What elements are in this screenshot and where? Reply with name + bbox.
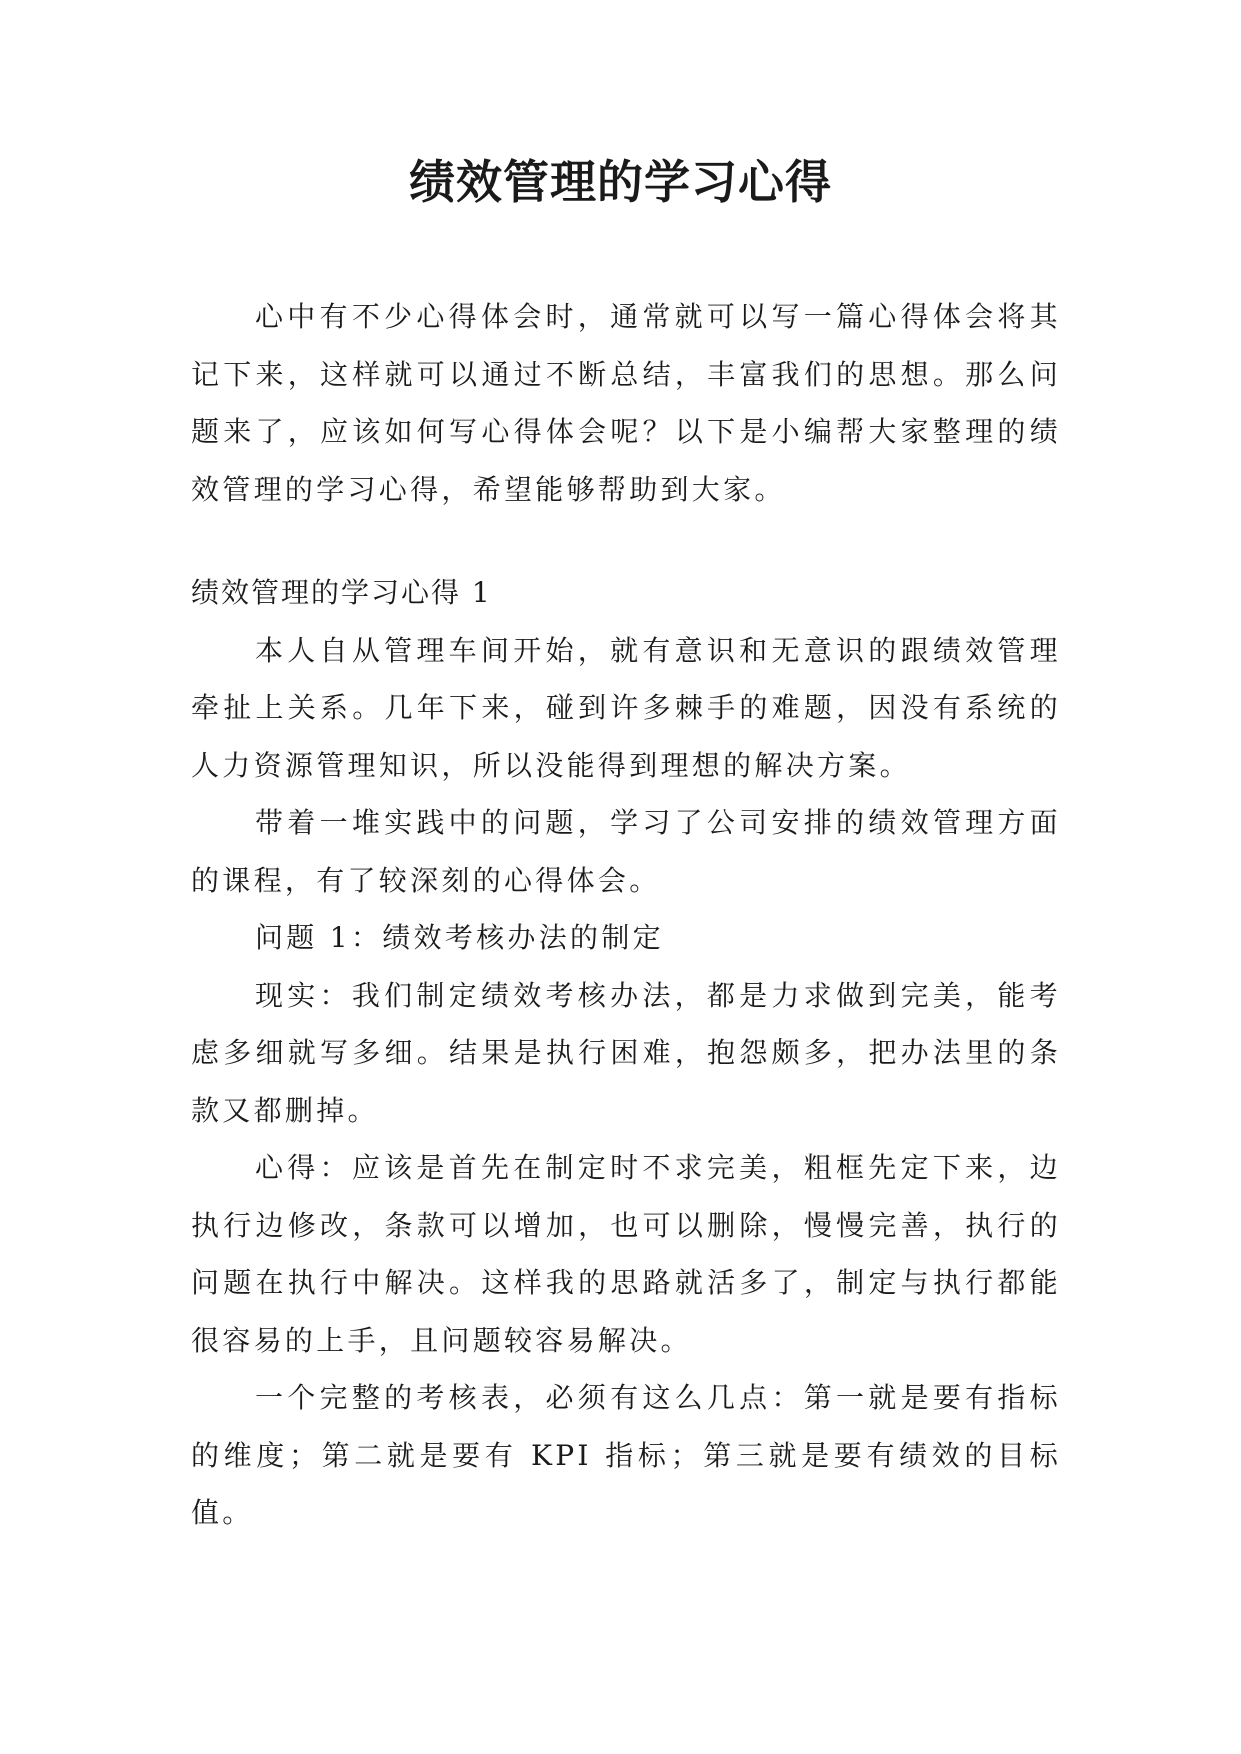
intro-paragraph: 心中有不少心得体会时，通常就可以写一篇心得体会将其记下来，这样就可以通过不断总结，丰富我们的思想。那么问题来了，应该如何写心得体会呢？以下是小编帮大家整理的绩效管理的学习心得，希望能够帮助到大家。 bbox=[191, 300, 1061, 506]
section-heading: 绩效管理的学习心得 1 bbox=[191, 576, 492, 609]
body-paragraph: 带着一堆实践中的问题，学习了公司安排的绩效管理方面的课程，有了较深刻的心得体会。 bbox=[191, 806, 1061, 897]
question-heading: 问题 1：绩效考核办法的制定 bbox=[255, 921, 664, 954]
body-paragraph: 本人自从管理车间开始，就有意识和无意识的跟绩效管理牵扯上关系。几年下来，碰到许多棘手的难题，因没有系统的人力资源管理知识，所以没能得到理想的解决方案。 bbox=[191, 633, 1061, 782]
body-paragraph: 心得：应该是首先在制定时不求完美，粗框先定下来，边执行边修改，条款可以增加，也可以删除，慢慢完善，执行的问题在执行中解决。这样我的思路就活多了，制定与执行都能很容易的上手，且问题较容易解决。 bbox=[191, 1151, 1061, 1357]
document-title: 绩效管理的学习心得 bbox=[409, 155, 832, 209]
body-paragraph: 一个完整的考核表，必须有这么几点：第一就是要有指标的维度；第二就是要有 KPI 指标；第三就是要有绩效的目标值。 bbox=[191, 1381, 1061, 1529]
body-paragraph: 现实：我们制定绩效考核办法，都是力求做到完美，能考虑多细就写多细。结果是执行困难，抱怨颇多，把办法里的条款又都删掉。 bbox=[191, 978, 1061, 1127]
document-body bbox=[191, 288, 1061, 1542]
